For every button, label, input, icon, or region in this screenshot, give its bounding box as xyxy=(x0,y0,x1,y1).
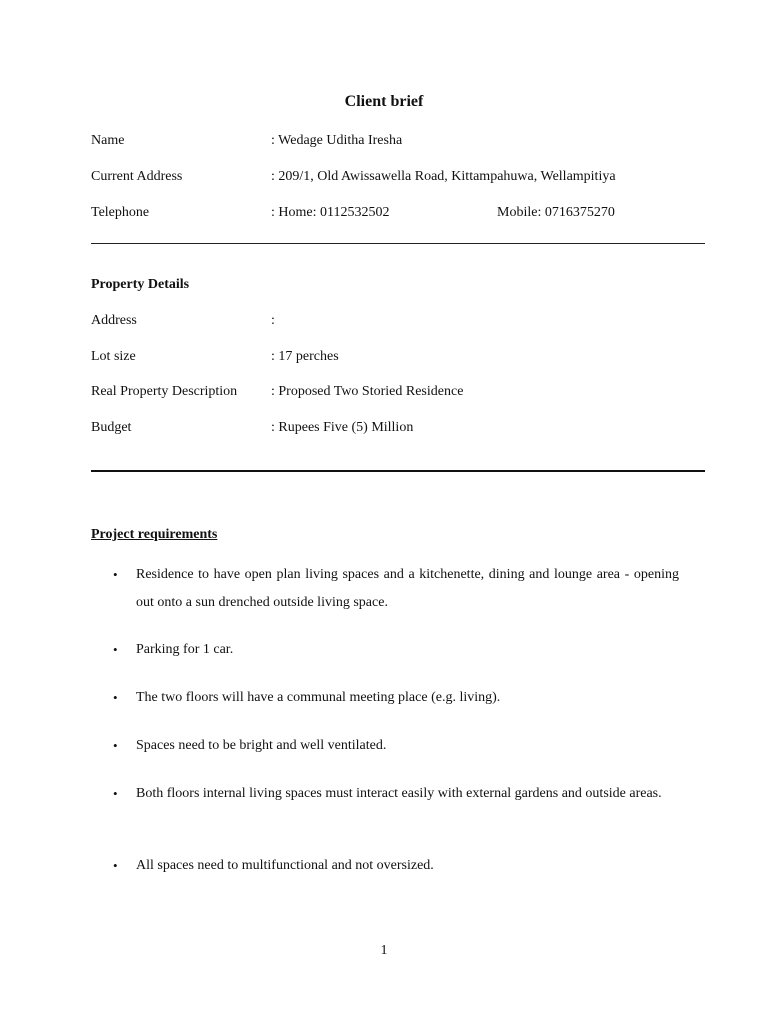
bullet-icon: • xyxy=(113,858,118,873)
requirement-text: Both floors internal living spaces must interact easily with external gardens and outside areas. xyxy=(136,786,662,801)
lot-size-value: : 17 perches xyxy=(271,349,339,364)
requirements-heading: Project requirements xyxy=(91,527,218,542)
bullet-icon: • xyxy=(113,738,118,753)
property-address-value: : xyxy=(271,313,275,328)
property-description-label: Real Property Description xyxy=(91,384,238,399)
client-telephone-mobile: Mobile: 0716375270 xyxy=(497,205,615,220)
client-telephone-home: : Home: 0112532502 xyxy=(271,205,390,220)
page-number: 1 xyxy=(380,943,388,958)
budget-value: : Rupees Five (5) Million xyxy=(271,420,414,435)
budget-label: Budget xyxy=(91,420,132,435)
property-description-value: : Proposed Two Storied Residence xyxy=(271,384,464,399)
client-telephone-label: Telephone xyxy=(91,205,150,220)
section-divider-thick xyxy=(91,470,705,472)
requirement-text: The two floors will have a communal meeting place (e.g. living). xyxy=(136,690,501,705)
document-title: Client brief xyxy=(344,93,424,110)
property-address-label: Address xyxy=(91,313,137,328)
requirement-text: Residence to have open plan living spaces and a kitchenette, dining and lounge area - opening out onto a sun drenched outside living space. xyxy=(136,567,679,610)
client-address-label: Current Address xyxy=(91,169,183,184)
lot-size-label: Lot size xyxy=(91,349,136,364)
section-divider xyxy=(91,243,705,244)
bullet-icon: • xyxy=(113,567,118,582)
property-heading: Property Details xyxy=(91,277,190,292)
requirement-text: Spaces need to be bright and well ventilated. xyxy=(136,738,387,753)
bullet-icon: • xyxy=(113,786,118,801)
client-name-value: : Wedage Uditha Iresha xyxy=(271,133,403,148)
requirement-text: Parking for 1 car. xyxy=(136,642,234,657)
client-name-label: Name xyxy=(91,133,125,148)
requirement-text: All spaces need to multifunctional and not oversized. xyxy=(136,858,434,873)
client-address-value: : 209/1, Old Awissawella Road, Kittampahuwa, Wellampitiya xyxy=(271,169,616,184)
bullet-icon: • xyxy=(113,690,118,705)
bullet-icon: • xyxy=(113,642,118,657)
